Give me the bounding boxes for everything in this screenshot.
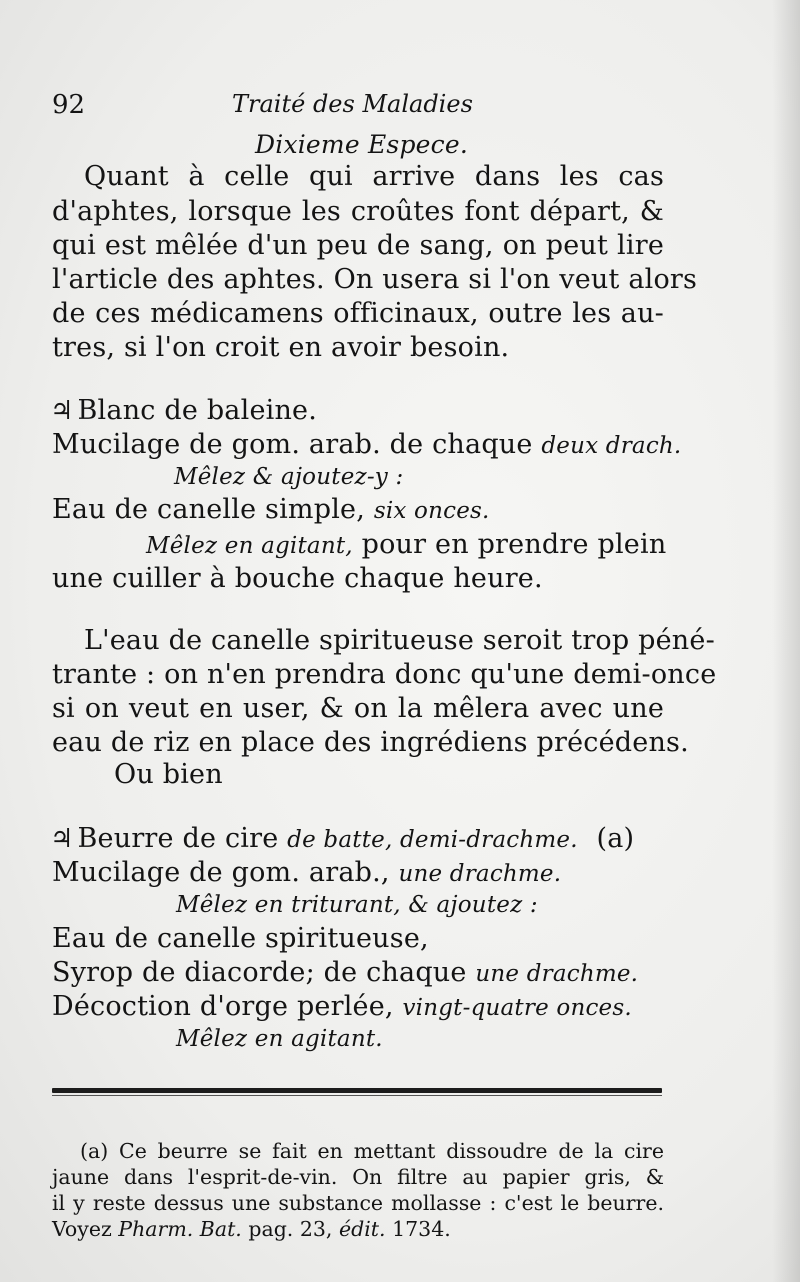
recipe-item xyxy=(52,428,681,463)
ou-bien-label: Ou bien xyxy=(114,759,223,790)
paragraph-line: eau de riz en place des ingrédiens précédens. xyxy=(52,727,689,758)
footnote-line: (a) Ce beurre se fait en mettant dissoudre de la cire xyxy=(80,1139,664,1163)
paragraph-line: l'article des aphtes. On usera si l'on veut alors xyxy=(52,264,698,295)
recipe-dose: de batte, demi-drachme. xyxy=(287,827,578,853)
footnote-edition: édit. xyxy=(338,1217,386,1241)
recipe-instruction-italic: Mêlez en agitant, xyxy=(146,533,353,559)
recipe-item xyxy=(52,493,490,528)
recipe-item-text: Eau de canelle simple, xyxy=(52,494,374,525)
paragraph-line: trante : on n'en prendra donc qu'une demi-once xyxy=(52,659,717,690)
paragraph-line: de ces médicamens officinaux, outre les au- xyxy=(52,298,664,329)
recipe-instruction: Mêlez en agitant. xyxy=(176,1026,383,1052)
footnote-line: jaune dans l'esprit-de-vin. On filtre au papier gris, & xyxy=(52,1165,664,1189)
paragraph-line: Quant à celle qui arrive dans les cas xyxy=(84,161,664,192)
footnote-divider xyxy=(52,1088,662,1093)
footnote-line xyxy=(52,1216,451,1242)
recipe-dose: vingt-quatre onces. xyxy=(402,995,632,1021)
recipe-item-text: Beurre de cire xyxy=(77,823,288,854)
recipe-item: Eau de canelle spiritueuse, xyxy=(52,923,429,954)
recipe-item xyxy=(50,822,634,857)
footnote-reference: (a) xyxy=(596,823,635,854)
recipe-dose: une drachme. xyxy=(398,861,562,887)
recipe-item-text: Blanc de baleine. xyxy=(77,395,318,426)
recipe-instruction xyxy=(146,528,666,563)
recipe-symbol-icon: ♃ xyxy=(50,396,74,426)
recipe-instruction-text: pour en prendre plein xyxy=(361,529,667,560)
recipe-item-text: Syrop de diacorde; de chaque xyxy=(52,957,476,988)
paragraph-line: tres, si l'on croit en avoir besoin. xyxy=(52,332,510,363)
recipe-item xyxy=(52,990,632,1025)
recipe-dose: une drachme. xyxy=(475,961,639,987)
paragraph-line: si on veut en user, & on la mêlera avec une xyxy=(52,693,664,724)
recipe-item xyxy=(50,394,317,428)
footnote-text: Voyez xyxy=(52,1217,119,1241)
recipe-item xyxy=(52,856,561,891)
recipe-instruction: Mêlez & ajoutez-y : xyxy=(174,464,404,490)
recipe-dose: deux drach. xyxy=(541,433,682,459)
paragraph-line: L'eau de canelle spiritueuse seroit trop péné- xyxy=(84,625,715,656)
page-number: 92 xyxy=(52,90,86,120)
recipe-item xyxy=(52,956,638,991)
recipe-item-text: Mucilage de gom. arab. de chaque xyxy=(52,429,542,460)
running-title: Traité des Maladies xyxy=(232,90,473,118)
paragraph-line: d'aphtes, lorsque les croûtes font départ, & xyxy=(52,196,664,227)
section-title: Dixieme Espece. xyxy=(255,130,468,159)
footnote-line: il y reste dessus une substance mollasse : c'est le beurre. xyxy=(52,1191,664,1215)
recipe-dose: six onces. xyxy=(373,498,490,524)
paragraph-line: qui est mêlée d'un peu de sang, on peut lire xyxy=(52,230,664,261)
recipe-item-text: Mucilage de gom. arab., xyxy=(52,857,399,888)
recipe-instruction: une cuiller à bouche chaque heure. xyxy=(52,563,543,594)
footnote-text: 1734. xyxy=(385,1217,451,1241)
recipe-instruction: Mêlez en triturant, & ajoutez : xyxy=(176,892,538,918)
footnote-reference-title: Pharm. Bat. xyxy=(118,1217,242,1241)
footnote-text: pag. 23, xyxy=(241,1217,339,1241)
recipe-item-text: Décoction d'orge perlée, xyxy=(52,991,403,1022)
recipe-symbol-icon: ♃ xyxy=(50,824,74,854)
